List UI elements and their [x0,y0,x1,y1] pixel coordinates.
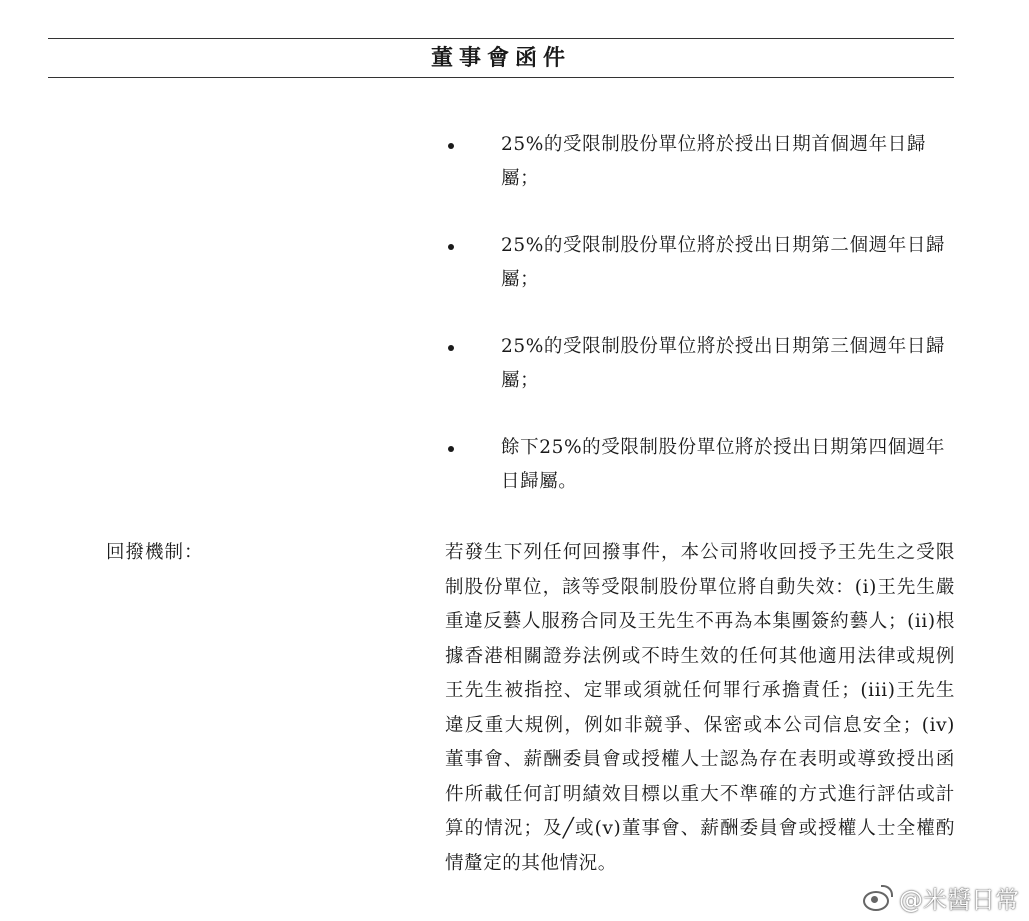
header-bottom-rule [48,77,954,78]
list-item [445,431,957,499]
weibo-icon [861,885,893,911]
header-top-rule [48,38,954,39]
vesting-item-text: 餘下25%的受限制股份單位將於授出日期第四個週年日歸屬。 [501,437,946,492]
vesting-schedule-list [445,128,957,532]
vesting-item-text: 25%的受限制股份單位將於授出日期第二個週年日歸屬； [501,235,946,290]
page-title: 董事會函件 [430,45,571,71]
watermark [861,880,1019,915]
bullet-icon [448,446,454,452]
vesting-item-text: 25%的受限制股份單位將於授出日期第三個週年日歸屬； [501,336,946,391]
vesting-item-text: 25%的受限制股份單位將於授出日期首個週年日歸屬； [501,134,926,189]
bullet-icon [448,143,454,149]
bullet-icon [448,244,454,250]
list-item [445,128,957,196]
watermark-text: @米醬日常 [899,886,1019,914]
list-item [445,229,957,297]
list-item [445,330,957,398]
bullet-icon [448,345,454,351]
clawback-label: 回撥機制： [106,542,204,563]
clawback-paragraph: 若發生下列任何回撥事件，本公司將收回授予王先生之受限制股份單位，該等受限制股份單位將自動失效：(i)王先生嚴重違反藝人服務合同及王先生不再為本集團簽約藝人；(ii)根據香港相關證券法例或不時生效的任何其他適用法律或規例王先生被指控、定罪或須就任何罪行承擔責任；(iii)王先生違反重大規例，例如非競爭、保密或本公司信息安全；(iv)董事會、薪酬委員會或授權人士認為存在表明或導致授出函件所載任何訂明績效目標以重大不準確的方式進行評估或計算的情況；及╱或(v)董事會、薪酬委員會或授權人士全權酌情釐定的其他情況。 [445,542,955,874]
